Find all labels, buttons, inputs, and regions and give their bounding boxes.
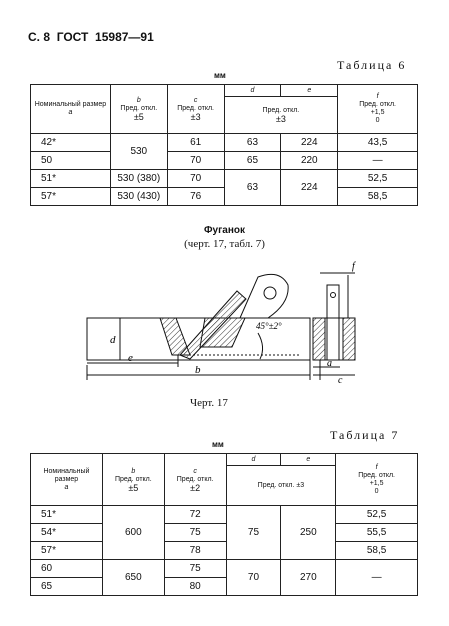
table7-header-e: e	[281, 454, 336, 466]
table-row: 65 80	[31, 578, 418, 596]
table6-header-size: Номинальный размер a	[31, 85, 111, 134]
label-f: f	[352, 261, 355, 272]
table6-header-e: e	[281, 85, 338, 97]
table7-unit: мм	[212, 440, 224, 449]
table-row: 51* 600 72 75 250 52,5	[31, 506, 418, 524]
table7-header-f: f Пред. откл. +1,5 0	[336, 454, 418, 506]
table-row: 50 70 65 220 —	[31, 152, 418, 170]
table7-header-de-tol: Пред. откл. ±3	[226, 466, 336, 506]
table6-header-b: b Пред. откл. ±5	[110, 85, 167, 134]
table7-header-c: c Пред. откл. ±2	[164, 454, 226, 506]
table7-header-d: d	[226, 454, 281, 466]
handle	[240, 274, 288, 318]
figure-title: Фуганок	[204, 225, 245, 236]
table6-header-f: f Пред. откл. +1,5 0	[338, 85, 418, 134]
standard-number: 15987—91	[95, 30, 154, 44]
label-c: c	[338, 375, 343, 386]
table-row: 60 650 75 70 270 —	[31, 560, 418, 578]
table-row: 51* 530 (380) 70 63 224 52,5	[31, 170, 418, 188]
table6-header-d: d	[224, 85, 281, 97]
label-e: e	[128, 352, 133, 364]
page-number: С. 8	[28, 30, 51, 44]
page-header	[28, 30, 154, 44]
label-angle: 45°±2°	[256, 321, 282, 331]
label-a: a	[327, 358, 332, 369]
table-row: 57* 78 58,5	[31, 542, 418, 560]
table-row: 54* 75 55,5	[31, 524, 418, 542]
table7-header-b: b Пред. откл. ±5	[102, 454, 164, 506]
standard-label: ГОСТ	[56, 30, 89, 44]
table6-header-c: c Пред. откл. ±3	[167, 85, 224, 134]
table6-unit: мм	[214, 71, 226, 80]
table6	[30, 84, 418, 206]
figure-caption: Черт. 17	[190, 397, 228, 409]
table-row: 42* 530 61 63 224 43,5	[31, 134, 418, 152]
label-b: b	[195, 364, 201, 376]
table7	[30, 453, 418, 596]
table6-header-de-tol: Пред. откл. ±3	[224, 97, 338, 134]
handle-hole	[264, 287, 276, 299]
label-d: d	[110, 334, 116, 346]
table7-header-size: Номинальный размер a	[31, 454, 103, 506]
table-row: 57* 530 (430) 76 58,5	[31, 188, 418, 206]
table6-caption: Таблица 6	[337, 58, 407, 72]
blade-front	[327, 285, 339, 360]
figure-subtitle: (черт. 17, табл. 7)	[184, 238, 265, 250]
table7-caption: Таблица 7	[330, 428, 400, 442]
jointer-plane-drawing	[0, 255, 449, 395]
